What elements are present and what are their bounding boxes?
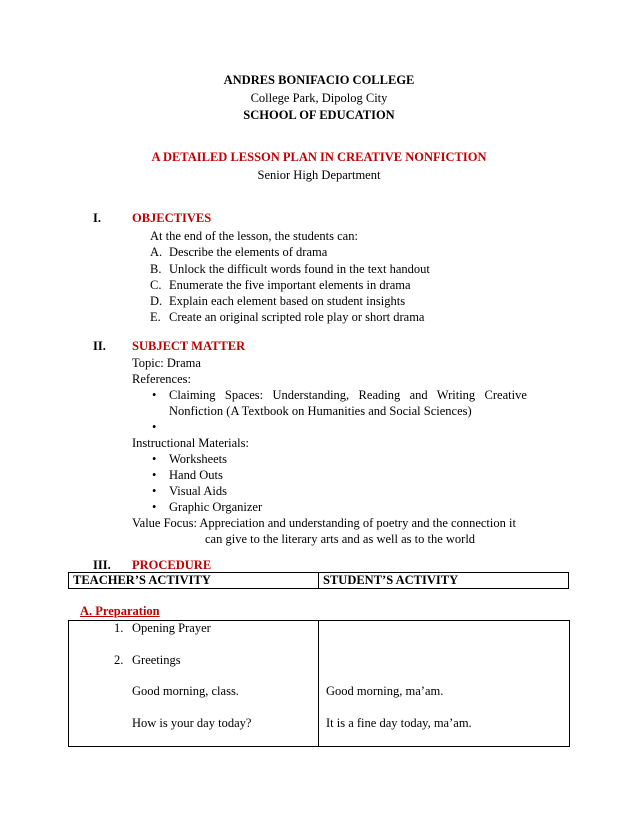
objective-letter: A. <box>150 245 163 259</box>
objective-letter: B. <box>150 262 162 276</box>
material-item: • Hand Outs <box>169 468 223 483</box>
subject-matter-heading: SUBJECT MATTER <box>132 339 246 353</box>
objective-item: Explain each element based on student insights <box>169 294 406 308</box>
materials-label: Instructional Materials: <box>132 436 249 450</box>
step-number: 1. <box>114 621 124 635</box>
preparation-heading: A. Preparation <box>80 604 160 618</box>
department: Senior High Department <box>257 168 381 182</box>
student-line: It is a fine day today, ma’am. <box>326 716 472 730</box>
empty-bullet <box>169 420 179 435</box>
reference-item <box>169 388 527 403</box>
procedure-numeral: III. <box>93 558 111 572</box>
teacher-line: How is your day today? <box>132 716 252 730</box>
school-name: SCHOOL OF EDUCATION <box>243 108 395 122</box>
teacher-activity-header: TEACHER’S ACTIVITY <box>69 573 319 589</box>
student-line: Good morning, ma’am. <box>326 684 444 698</box>
objective-letter: C. <box>150 278 162 292</box>
college-address: College Park, Dipolog City <box>250 91 388 105</box>
preparation-table-divider <box>318 620 319 747</box>
references-label: References: <box>132 372 191 386</box>
lesson-plan-title: A DETAILED LESSON PLAN IN CREATIVE NONFICTION <box>151 150 487 164</box>
objectives-numeral: I. <box>93 211 101 225</box>
reference-line-2: Nonfiction (A Textbook on Humanities and Social Sciences) <box>169 404 472 418</box>
subject-matter-numeral: II. <box>93 339 106 353</box>
college-name: ANDRES BONIFACIO COLLEGE <box>223 73 415 87</box>
step-opening-prayer: Opening Prayer <box>132 621 211 635</box>
step-number: 2. <box>114 653 124 667</box>
material-item: • Worksheets <box>169 452 227 467</box>
step-greetings: Greetings <box>132 653 181 667</box>
objectives-heading: OBJECTIVES <box>132 211 212 225</box>
procedure-heading: PROCEDURE <box>132 558 212 572</box>
objective-item: Describe the elements of drama <box>169 245 328 259</box>
objective-item: Enumerate the five important elements in drama <box>169 278 411 292</box>
objective-letter: E. <box>150 310 161 324</box>
objective-item: Create an original scripted role play or short drama <box>169 310 425 324</box>
objective-letter: D. <box>150 294 163 308</box>
activity-header-table <box>68 572 569 589</box>
objective-item: Unlock the difficult words found in the text handout <box>169 262 430 276</box>
value-focus-line-1: Value Focus: Appreciation and understanding of poetry and the connection it <box>132 516 516 530</box>
teacher-line: Good morning, class. <box>132 684 239 698</box>
objectives-intro: At the end of the lesson, the students can: <box>150 229 358 243</box>
value-focus-line-2: can give to the literary arts and as well as to the world <box>205 532 476 546</box>
material-item: • Graphic Organizer <box>169 500 262 515</box>
topic: Topic: Drama <box>132 356 201 370</box>
student-activity-header: STUDENT’S ACTIVITY <box>319 573 569 589</box>
reference-line-1: Claiming Spaces: Understanding, Reading and Writing Creative <box>169 388 527 402</box>
material-item: • Visual Aids <box>169 484 227 499</box>
